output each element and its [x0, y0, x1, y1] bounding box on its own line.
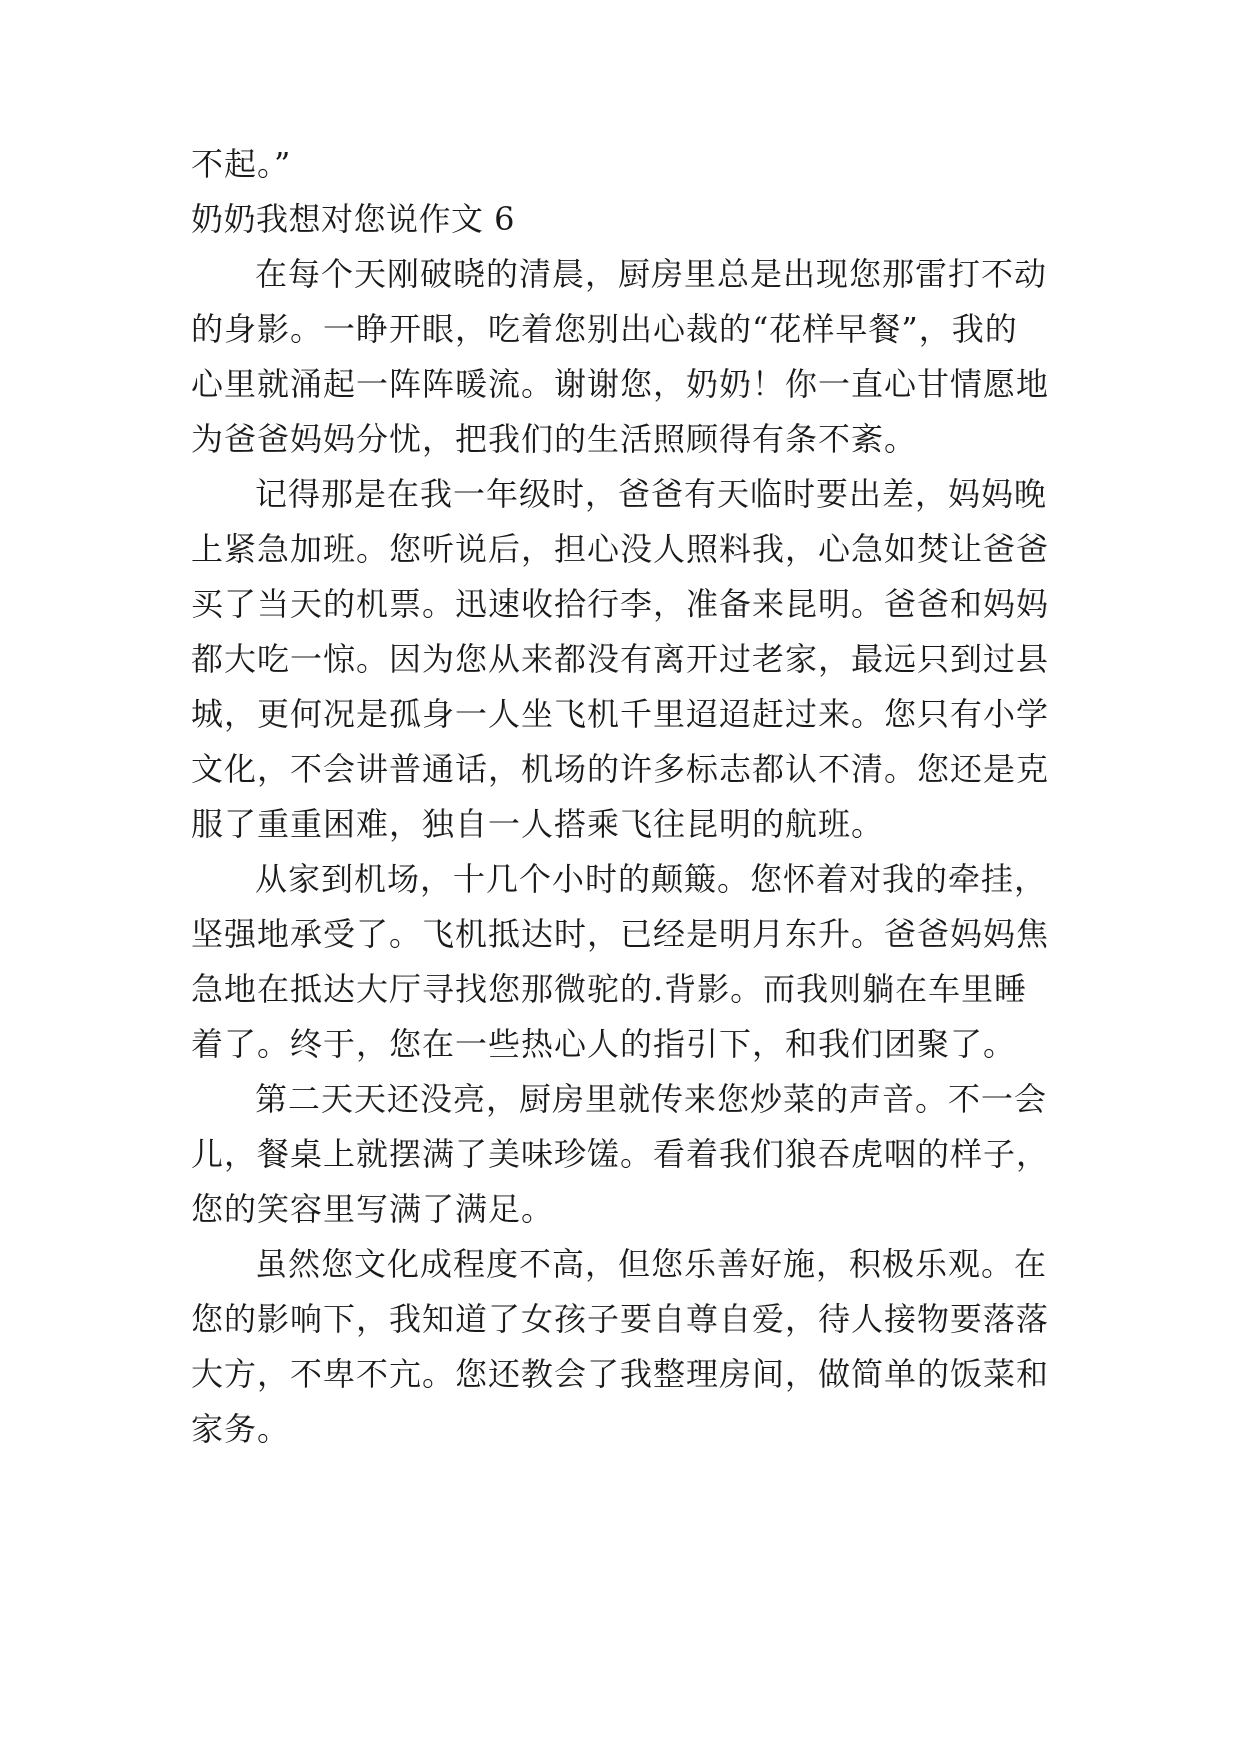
paragraph-line: 上紧急加班。您听说后，担心没人照料我，心急如焚让爸爸 — [191, 530, 1050, 568]
paragraph-line: 您的笑容里写满了满足。 — [191, 1190, 555, 1228]
paragraph-line: 记得那是在我一年级时，爸爸有天临时要出差，妈妈晚 — [255, 475, 1048, 513]
paragraph-line: 虽然您文化成程度不高，但您乐善好施，积极乐观。在 — [255, 1245, 1048, 1283]
paragraph-line: 城，更何况是孤身一人坐飞机千里迢迢赶过来。您只有小学 — [191, 695, 1050, 733]
essay-title: 奶奶我想对您说作文 6 — [191, 200, 516, 238]
paragraph-line: 大方，不卑不亢。您还教会了我整理房间，做简单的饭菜和 — [191, 1355, 1050, 1393]
text-line: 不起。” — [191, 145, 292, 183]
paragraph-line: 从家到机场，十几个小时的颠簸。您怀着对我的牵挂， — [255, 860, 1048, 898]
paragraph-line: 家务。 — [191, 1410, 291, 1448]
paragraph-line: 都大吃一惊。因为您从来都没有离开过老家，最远只到过县 — [191, 640, 1050, 678]
paragraph-line: 坚强地承受了。飞机抵达时，已经是明月东升。爸爸妈妈焦 — [191, 915, 1050, 953]
paragraph-line: 在每个天刚破晓的清晨，厨房里总是出现您那雷打不动 — [255, 255, 1048, 293]
paragraph-line: 急地在抵达大厅寻找您那微驼的.背影。而我则躺在车里睡 — [191, 970, 1028, 1008]
paragraph-line: 您的影响下，我知道了女孩子要自尊自爱，待人接物要落落 — [191, 1300, 1050, 1338]
paragraph-line: 儿，餐桌上就摆满了美味珍馐。看着我们狼吞虎咽的样子， — [191, 1135, 1050, 1173]
paragraph-line: 的身影。一睁开眼，吃着您别出心裁的“花样早餐”，我的 — [191, 310, 1018, 348]
paragraph-line: 服了重重困难，独自一人搭乘飞往昆明的航班。 — [191, 805, 885, 843]
paragraph-line: 着了。终于，您在一些热心人的指引下，和我们团聚了。 — [191, 1025, 1017, 1063]
paragraph-line: 文化，不会讲普通话，机场的许多标志都认不清。您还是克 — [191, 750, 1050, 788]
paragraph-line: 买了当天的机票。迅速收拾行李，准备来昆明。爸爸和妈妈 — [191, 585, 1050, 623]
paragraph-line: 为爸爸妈妈分忧，把我们的生活照顾得有条不紊。 — [191, 420, 918, 458]
paragraph-line: 第二天天还没亮，厨房里就传来您炒菜的声音。不一会 — [255, 1080, 1048, 1118]
paragraph-line: 心里就涌起一阵阵暖流。谢谢您，奶奶！你一直心甘情愿地 — [191, 365, 1050, 403]
